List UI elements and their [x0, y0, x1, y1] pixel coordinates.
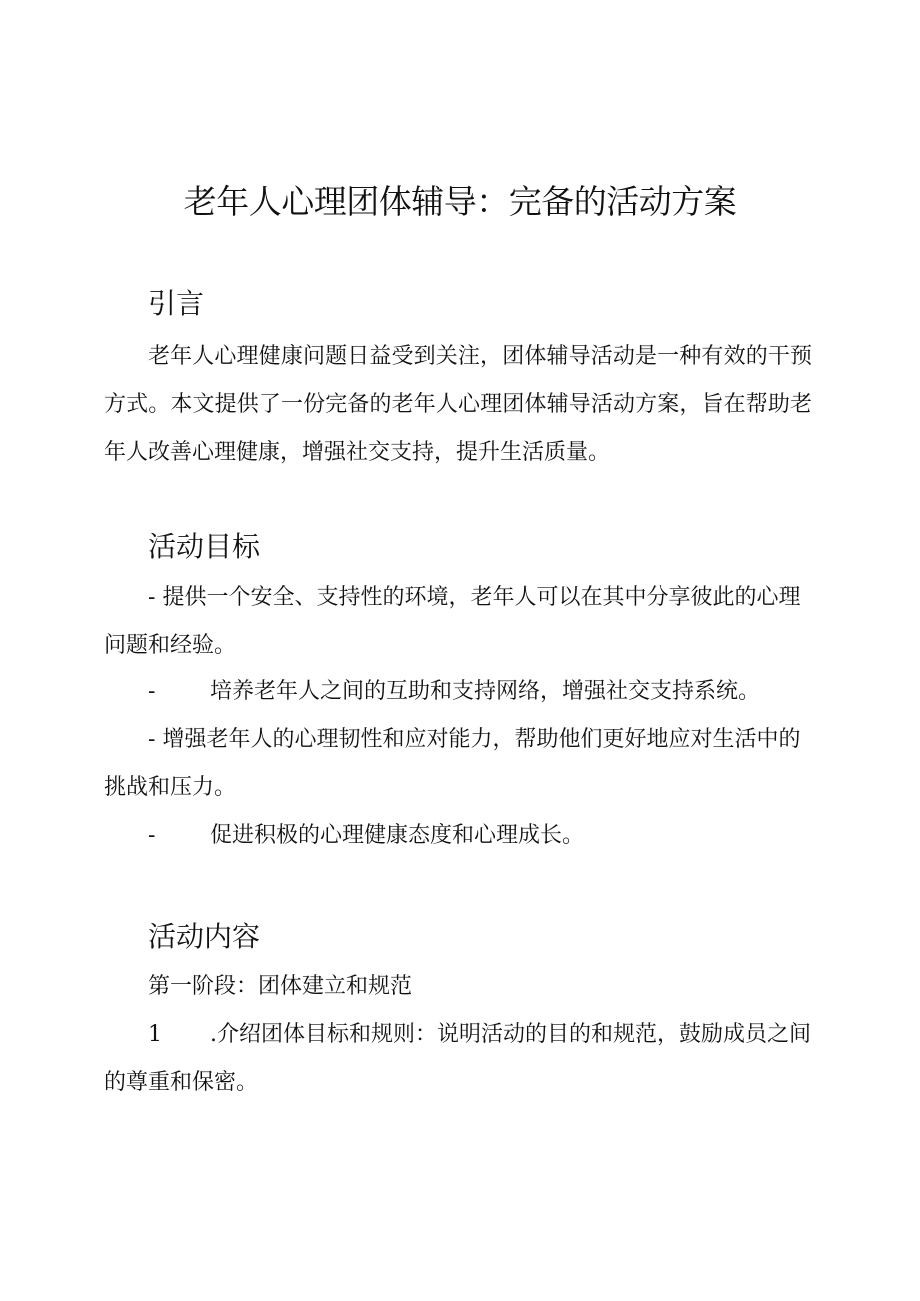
stage1-item-1: [104, 1011, 812, 1107]
stage1-heading: 第一阶段：团体建立和规范: [148, 974, 413, 999]
goal-item-2: [148, 668, 760, 716]
goal-item-4: [148, 812, 584, 860]
goal-item-3: [104, 716, 812, 812]
goal-item-2-text: 培养老年人之间的互助和支持网络，增强社交支持系统。: [210, 679, 761, 704]
intro-paragraph: 老年人心理健康问题日益受到关注，团体辅导活动是一种有效的干预方式。本文提供了一份完备的老年人心理团体辅导活动方案，旨在帮助老年人改善心理健康，增强社交支持，提升生活质量。: [104, 344, 812, 465]
intro-heading: 引言: [148, 287, 205, 320]
goal-item-3-marker: -: [148, 727, 156, 752]
goal-item-1: [104, 574, 812, 670]
goal-item-1-marker: -: [148, 585, 156, 610]
content-heading: 活动内容: [148, 920, 261, 953]
stage1-item-1-marker: 1: [148, 1022, 162, 1047]
goal-item-4-text: 促进积极的心理健康态度和心理成长。: [210, 823, 585, 848]
goal-item-1-text: 提供一个安全、支持性的环境，老年人可以在其中分享彼此的心理问题和经验。: [104, 585, 801, 658]
stage1-item-1-text: .介绍团体目标和规则：说明活动的目的和规范，鼓励成员之间的尊重和保密。: [104, 1022, 811, 1095]
goal-item-4-marker: -: [148, 823, 156, 848]
document-title: 老年人心理团体辅导：完备的活动方案: [183, 182, 737, 221]
goal-item-3-text: 增强老年人的心理韧性和应对能力，帮助他们更好地应对生活中的挑战和压力。: [104, 727, 801, 800]
goal-item-2-marker: -: [148, 679, 156, 704]
goals-heading: 活动目标: [148, 530, 261, 563]
